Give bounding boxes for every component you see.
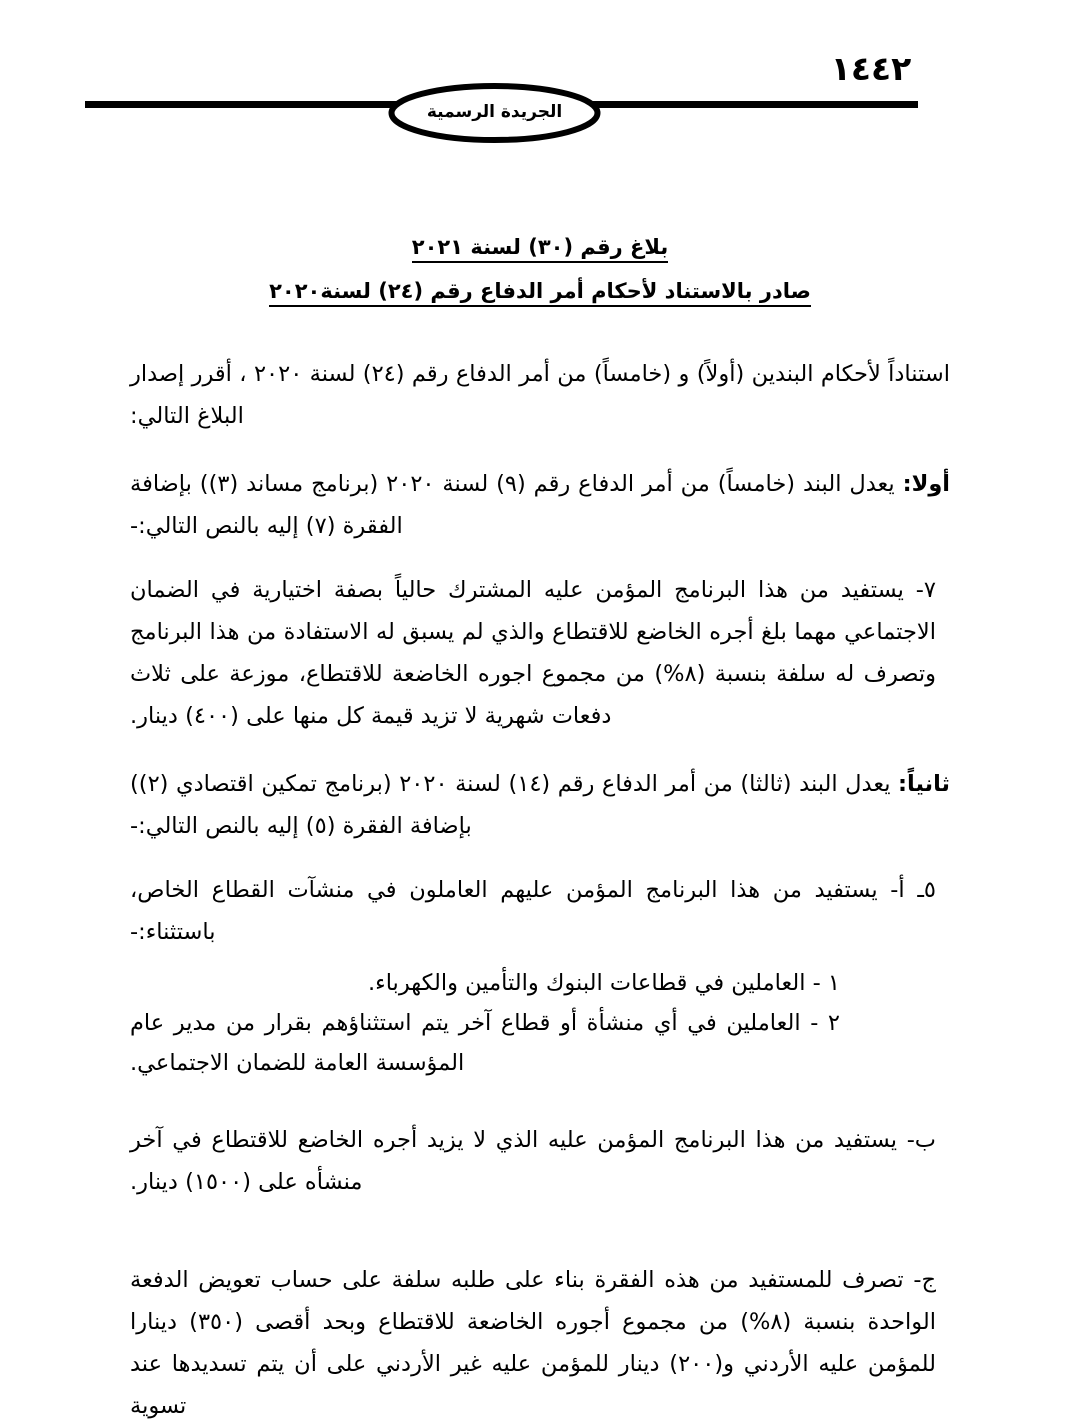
section-awwalan-clause-7: ٧- يستفيد من هذا البرنامج المؤمن عليه المشترك حالياً بصفة اختيارية في الضمان الاجتماعي مهما بلغ أجره الخاضع للاقتطاع والذي لم يسبق له الاستفادة من هذا البرنامج وتصرف له سلفة بنسبة (٨%) من مجموع اجوره الخاضعة للاقتطاع، موزعة على ثلاث دفعات شهرية لا تزيد قيمة كل منها على (٤٠٠) دينار. xyxy=(130,577,937,729)
document-title-line-2 xyxy=(130,279,950,307)
section-thaniyan-item-c: ج- تصرف للمستفيد من هذه الفقرة بناء على طلبه سلفة على حساب تعويض الدفعة الواحدة بنسبة (٨%) من مجموع أجوره الخاضعة للاقتطاع وبحد أقصى (٣٥٠) دينارا للمؤمن عليه الأردني و(٢٠٠) دينار للمؤمن عليه غير الأردني على أن يتم تسديدها عند تسوية xyxy=(130,1267,936,1419)
section-thaniyan-item-a: ٥ـ أ- يستفيد من هذا البرنامج المؤمن عليهم العاملون في منشآت القطاع الخاص، باستثناء:- xyxy=(130,877,936,945)
gazette-name-label: الجريدة الرسمية xyxy=(426,102,563,122)
document-body xyxy=(130,235,950,1427)
section-awwalan-label: أولا xyxy=(911,471,951,497)
page-number: ١٤٤٢ xyxy=(830,49,912,88)
list-item: ٢ - العاملين في أي منشأة أو قطاع آخر يتم استثناؤهم بقرار من مدير عام المؤسسة العامة للضمان الاجتماعي. xyxy=(130,1010,840,1076)
section-thaniyan-separator: : xyxy=(898,771,908,797)
section-awwalan-text: يعدل البند (خامساً) من أمر الدفاع رقم (٩) لسنة ٢٠٢٠ (برنامج مساند (٣)) بإضافة الفقرة (٧) إليه بالنص التالي:- xyxy=(130,471,895,539)
document-title-line-2-text: صادر بالاستناد لأحكام أمر الدفاع رقم (٢٤) لسنة٢٠٢٠ xyxy=(269,279,811,307)
section-awwalan xyxy=(130,463,950,547)
gazette-logo-badge xyxy=(388,83,601,143)
document-title-line-1-text: بلاغ رقم (٣٠) لسنة ٢٠٢١ xyxy=(412,235,668,263)
intro-paragraph: استناداً لأحكام البندين (أولاً) و (خامساً) من أمر الدفاع رقم (٢٤) لسنة ٢٠٢٠ ، أقرر إصدار البلاغ التالي: xyxy=(130,361,950,429)
section-thaniyan-item-b: ب- يستفيد من هذا البرنامج المؤمن عليه الذي لا يزيد أجره الخاضع للاقتطاع في آخر منشأه على (١٥٠٠) دينار. xyxy=(130,1127,936,1195)
section-thaniyan xyxy=(130,763,950,847)
section-thaniyan-text: يعدل البند (ثالثا) من أمر الدفاع رقم (١٤) لسنة ٢٠٢٠ (برنامج تمكين اقتصادي (٢)) بإضافة الفقرة (٥) إليه بالنص التالي:- xyxy=(130,771,891,839)
list-item: ١ - العاملين في قطاعات البنوك والتأمين والكهرباء. xyxy=(367,970,840,996)
section-thaniyan-label: ثانياً xyxy=(907,771,950,797)
exceptions-list xyxy=(130,963,950,1083)
section-awwalan-separator: : xyxy=(902,471,912,497)
document-title-line-1 xyxy=(130,235,950,263)
page-header xyxy=(0,48,1080,158)
